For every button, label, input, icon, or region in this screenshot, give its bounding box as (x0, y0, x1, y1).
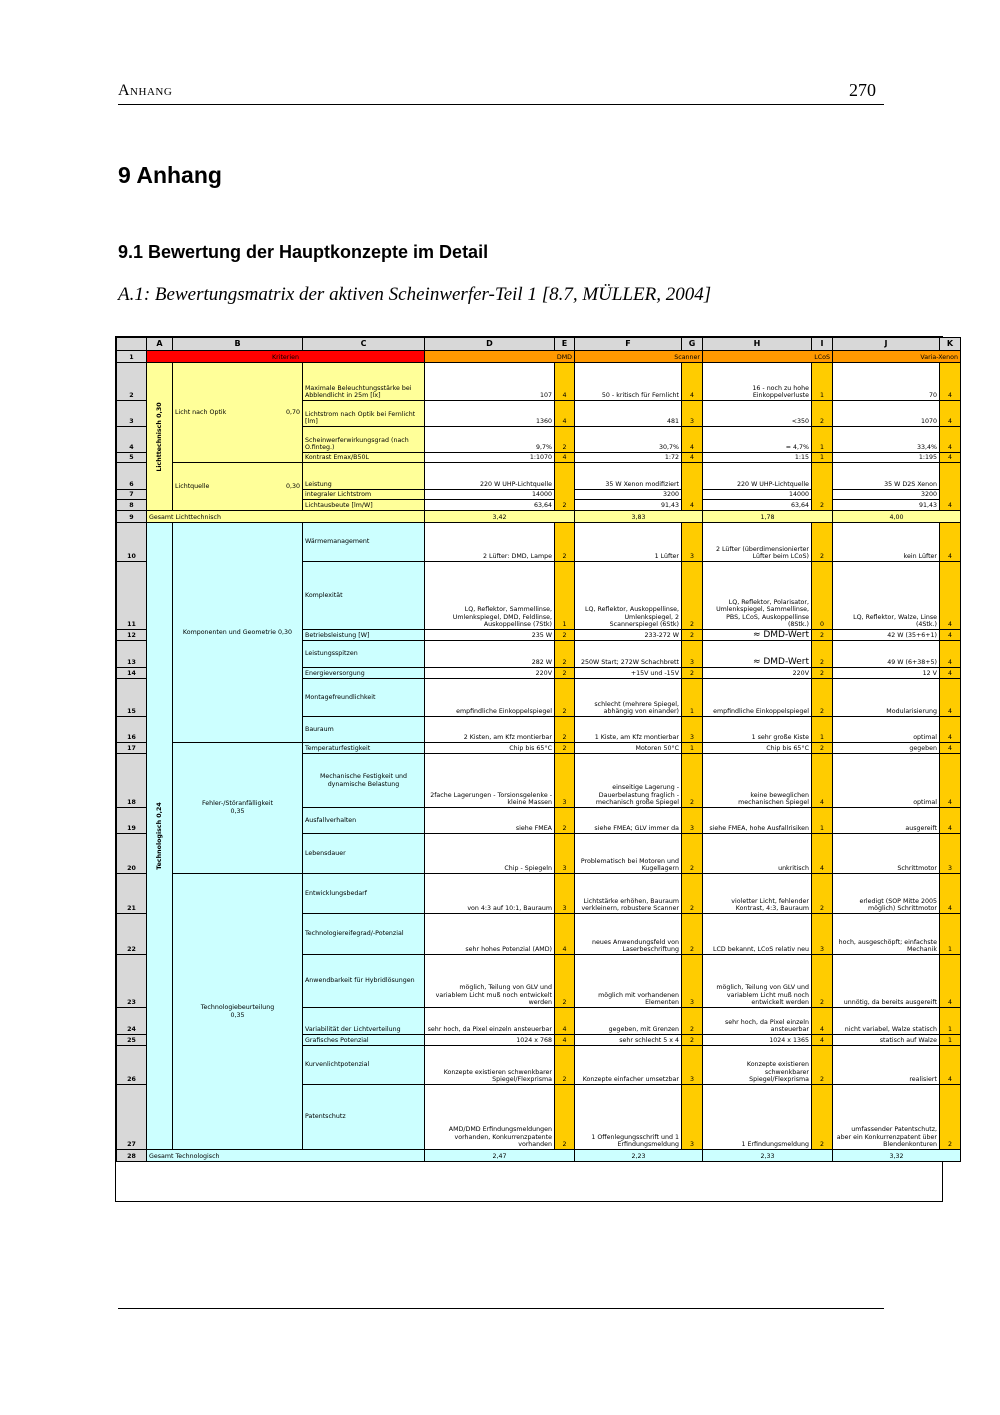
cell: siehe FMEA, hohe Ausfallrisiken (703, 808, 812, 834)
cell: unnötig, da bereits ausgereift (833, 955, 940, 1008)
score: 1 (940, 914, 961, 955)
score: 4 (940, 463, 961, 511)
score: 2 (682, 1008, 703, 1035)
score: 2 (555, 641, 575, 668)
cell: kein Lüfter (833, 523, 940, 562)
row-number: 13 (117, 641, 147, 668)
cell: 233-272 W (575, 630, 682, 641)
subgroup-fehler: Fehler-/Störanfälligkeit 0,35 (173, 743, 303, 874)
score: 2 (555, 427, 575, 453)
score: 2 (812, 641, 833, 668)
cell: 107 (425, 363, 555, 401)
score: 4 (940, 754, 961, 808)
score: 2 (812, 1046, 833, 1085)
cell: einseitige Lagerung - Dauerbelastung fraglich - mechanisch große Spiegel (575, 754, 682, 808)
cell: sehr hohes Potenzial (AMD) (425, 914, 555, 955)
table-row (117, 363, 961, 401)
cell: empfindliche Einkoppelspiegel (425, 679, 555, 717)
score: 4 (940, 401, 961, 427)
criterion: Energieversorgung (303, 668, 425, 679)
lcos-header: LCoS (703, 351, 833, 363)
row-number: 26 (117, 1046, 147, 1085)
cell: LQ, Reflektor, Sammellinse, Umlenkspiegel, DMD, Feldlinse, Auskoppellinse (7Stk) (425, 562, 555, 630)
cell: 42 W (35+6+1) (833, 630, 940, 641)
cell: gegeben, mit Grenzen (575, 1008, 682, 1035)
cell: 2 Lüfter (überdimensionierter Lüfter beim LCoS) (703, 523, 812, 562)
cell: 14000 (425, 490, 555, 500)
score: 2 (812, 743, 833, 754)
score: 2 (682, 630, 703, 641)
cell: empfindliche Einkoppelspiegel (703, 679, 812, 717)
score: 2 (555, 630, 575, 641)
score: 2 (555, 743, 575, 754)
criteria-header: Kriterien (147, 351, 425, 363)
score: 4 (940, 1046, 961, 1085)
row-number: 21 (117, 874, 147, 914)
cell: optimal (833, 717, 940, 743)
total-label: Gesamt Technologisch (147, 1150, 425, 1162)
criterion: integraler Lichtstrom (303, 490, 425, 500)
table-row (117, 743, 961, 754)
score: 3 (555, 874, 575, 914)
score: 4 (940, 630, 961, 641)
row-number: 17 (117, 743, 147, 754)
score: 4 (940, 363, 961, 401)
score: 2 (812, 463, 833, 511)
cell: LQ, Reflektor, Auskoppellinse, Umlenkspiegel, 2 Scannerspiegel (6Stk) (575, 562, 682, 630)
criterion: Betriebsleistung [W] (303, 630, 425, 641)
footer-rule (118, 1308, 884, 1309)
cell: hoch, ausgeschöpft; einfachste Mechanik (833, 914, 940, 955)
score: 3 (682, 955, 703, 1008)
score: 1 (812, 808, 833, 834)
table-row (117, 523, 961, 562)
total-value: 4,00 (833, 511, 961, 523)
evaluation-matrix (115, 336, 958, 1202)
score: 2 (940, 1085, 961, 1150)
dmd-header: DMD (425, 351, 575, 363)
score: 3 (682, 717, 703, 743)
cell: neues Anwendungsfeld von Laserbeschriftung (575, 914, 682, 955)
cell: 1 Kiste, am Kfz montierbar (575, 717, 682, 743)
cell: 3200 (575, 490, 682, 500)
cell: 35 W D2S Xenon (833, 463, 940, 490)
col-letter: D (425, 338, 555, 351)
cell: Motoren 50°C (575, 743, 682, 754)
row-number: 8 (117, 500, 147, 511)
col-letter: B (173, 338, 303, 351)
score: 4 (940, 427, 961, 453)
cell: siehe FMEA (425, 808, 555, 834)
row-number: 5 (117, 453, 147, 463)
cell: 1 Offenlegungsschrift und 1 Erfindungsmeldung (575, 1085, 682, 1150)
cell: ≈ DMD-Wert (703, 630, 812, 641)
score: 3 (682, 1085, 703, 1150)
score: 3 (555, 754, 575, 808)
criterion: Anwendbarkeit für Hybridlösungen (303, 955, 425, 1008)
corner-cell (117, 338, 147, 351)
subgroup-licht-optik: Licht nach Optik 0,70 (173, 363, 303, 463)
cell: 1 Erfindungsmeldung (703, 1085, 812, 1150)
criterion: Variabilität der Lichtverteilung (303, 1008, 425, 1035)
score: 4 (555, 363, 575, 401)
criterion: Entwicklungsbedarf (303, 874, 425, 914)
chapter-heading: 9 Anhang (118, 162, 222, 188)
header-section: Anhang (118, 82, 173, 99)
score: 2 (555, 1046, 575, 1085)
cell: 481 (575, 401, 682, 427)
cell: Konzepte einfacher umsetzbar (575, 1046, 682, 1085)
matrix-table (116, 337, 961, 1162)
cell: 1:15 (703, 453, 812, 463)
total-value: 3,83 (575, 511, 703, 523)
score: 4 (555, 401, 575, 427)
cell: +15V und -15V (575, 668, 682, 679)
row-number: 20 (117, 834, 147, 874)
col-letter: C (303, 338, 425, 351)
col-letter: H (703, 338, 812, 351)
total-label: Gesamt Lichttechnisch (147, 511, 425, 523)
cell: möglich, Teilung von GLV und variablem Licht muß noch entwickelt werden (425, 955, 555, 1008)
cell: 33,4% (833, 427, 940, 453)
col-letter: I (812, 338, 833, 351)
score: 4 (940, 641, 961, 668)
section-heading: 9.1 Bewertung der Hauptkonzepte im Detail (118, 242, 489, 262)
row-number: 19 (117, 808, 147, 834)
criterion: Leistung (303, 463, 425, 490)
cell: 282 W (425, 641, 555, 668)
cell: 70 (833, 363, 940, 401)
cell: Chip bis 65°C (425, 743, 555, 754)
score: 3 (555, 834, 575, 874)
score: 1 (812, 427, 833, 453)
cell: sehr hoch, da Pixel einzeln ansteuerbar (425, 1008, 555, 1035)
cell: möglich mit vorhandenen Elementen (575, 955, 682, 1008)
criterion: Bauraum (303, 717, 425, 743)
score: 3 (682, 401, 703, 427)
score: 2 (555, 668, 575, 679)
score: 2 (682, 562, 703, 630)
row-number: 15 (117, 679, 147, 717)
score: 4 (555, 1035, 575, 1046)
cell: 220 W UHP-Lichtquelle (703, 463, 812, 490)
cell: statisch auf Walze (833, 1035, 940, 1046)
score: 2 (682, 874, 703, 914)
table-caption: A.1: Bewertungsmatrix der aktiven Scheinwerfer-Teil 1 [8.7, MÜLLER, 2004] (118, 284, 712, 305)
score: 4 (940, 955, 961, 1008)
cell: Konzepte existieren schwenkbarer Spiegel/Flexprisma (425, 1046, 555, 1085)
score: 2 (682, 914, 703, 955)
cell: unkritisch (703, 834, 812, 874)
row-number: 24 (117, 1008, 147, 1035)
score: 2 (812, 679, 833, 717)
cell: AMD/DMD Erfindungsmeldungen vorhanden, Konkurrenzpatente vorhanden (425, 1085, 555, 1150)
row-number: 6 (117, 463, 147, 490)
score: 4 (555, 1008, 575, 1035)
score: 2 (682, 754, 703, 808)
criterion: Scheinwerferwirkungsgrad (nach O.finteg.) (303, 427, 425, 453)
score: 1 (940, 1008, 961, 1035)
cell: Chip - Spiegeln (425, 834, 555, 874)
cell: 1:195 (833, 453, 940, 463)
score: 2 (555, 523, 575, 562)
table-row (117, 874, 961, 914)
group-technologisch: Technologisch 0,24 (147, 523, 173, 1150)
cell: 2 Kisten, am Kfz montierbar (425, 717, 555, 743)
criterion: Lichtausbeute [lm/W] (303, 500, 425, 511)
column-header-row (117, 338, 961, 351)
criterion: Technologiereifegrad/-Potenzial (303, 914, 425, 955)
cell: 1 Lüfter (575, 523, 682, 562)
score: 4 (940, 668, 961, 679)
cell: ≈ DMD-Wert (703, 641, 812, 668)
score: 3 (940, 834, 961, 874)
score: 3 (682, 1046, 703, 1085)
score: 4 (940, 523, 961, 562)
score: 4 (682, 363, 703, 401)
cell: optimal (833, 754, 940, 808)
subgroup-lichtquelle: Lichtquelle 0,30 (173, 463, 303, 511)
score: 2 (812, 1085, 833, 1150)
cell: = 4,7% (703, 427, 812, 453)
row-number: 27 (117, 1085, 147, 1150)
table-row (117, 1150, 961, 1162)
score: 4 (555, 453, 575, 463)
score: 0 (812, 562, 833, 630)
score: 1 (682, 743, 703, 754)
varia-header: Varia-Xenon (833, 351, 961, 363)
criterion: Wärmemanagement (303, 523, 425, 562)
score: 2 (812, 401, 833, 427)
score: 3 (682, 523, 703, 562)
score: 1 (682, 679, 703, 717)
score: 2 (682, 834, 703, 874)
score: 4 (812, 1008, 833, 1035)
cell: 2fache Lagerungen - Torsionsgelenke - kleine Massen (425, 754, 555, 808)
score: 2 (812, 630, 833, 641)
cell: sehr schlecht 5 x 4 (575, 1035, 682, 1046)
row-number: 10 (117, 523, 147, 562)
cell: 63,64 (425, 500, 555, 511)
col-letter: G (682, 338, 703, 351)
total-value: 2,23 (575, 1150, 703, 1162)
score: 2 (555, 808, 575, 834)
cell: nicht variabel, Walze statisch (833, 1008, 940, 1035)
total-value: 3,32 (833, 1150, 961, 1162)
col-letter: F (575, 338, 682, 351)
row-number: 4 (117, 427, 147, 453)
score: 2 (812, 668, 833, 679)
cell: 50 - kritisch für Fernlicht (575, 363, 682, 401)
cell: LQ, Reflektor, Walze, Linse (4Stk.) (833, 562, 940, 630)
score: 4 (940, 808, 961, 834)
col-letter: J (833, 338, 940, 351)
cell: siehe FMEA; GLV immer da (575, 808, 682, 834)
score: 2 (812, 874, 833, 914)
score: 3 (682, 808, 703, 834)
score: 1 (812, 717, 833, 743)
cell: 250W Start; 272W Schachbrett (575, 641, 682, 668)
criterion: Kontrast Emax/B50L (303, 453, 425, 463)
cell: schlecht (mehrere Spiegel, abhängig von einander) (575, 679, 682, 717)
row-number: 1 (117, 351, 147, 363)
cell: Schrittmotor (833, 834, 940, 874)
score: 2 (555, 1085, 575, 1150)
cell: 63,64 (703, 500, 812, 511)
cell: umfassender Patentschutz, aber ein Konkurrenzpatent über Blendenkonturen (833, 1085, 940, 1150)
row-number: 23 (117, 955, 147, 1008)
cell: Problematisch bei Motoren und Kugellagern (575, 834, 682, 874)
cell: violetter Licht, fehlender Kontrast, 4:3, Bauraum (703, 874, 812, 914)
score: 3 (812, 914, 833, 955)
cell: 1070 (833, 401, 940, 427)
cell: von 4:3 auf 10:1, Bauraum (425, 874, 555, 914)
cell: sehr hoch, da Pixel einzeln ansteuerbar (703, 1008, 812, 1035)
score: 4 (812, 754, 833, 808)
criterion: Leistungsspitzen (303, 641, 425, 668)
score: 2 (812, 955, 833, 1008)
score: 2 (555, 955, 575, 1008)
cell: 1024 x 768 (425, 1035, 555, 1046)
criterion: Patentschutz (303, 1085, 425, 1150)
cell: 35 W Xenon modifiziert (575, 463, 682, 490)
score: 1 (812, 363, 833, 401)
score: 4 (555, 914, 575, 955)
cell: keine beweglichen mechanischen Spiegel (703, 754, 812, 808)
criterion: Grafisches Potenzial (303, 1035, 425, 1046)
score: 2 (812, 523, 833, 562)
criterion: Temperaturfestigkeit (303, 743, 425, 754)
score: 2 (555, 717, 575, 743)
criterion: Komplexität (303, 562, 425, 630)
criterion: Montagefreundlichkeit (303, 679, 425, 717)
row-number: 12 (117, 630, 147, 641)
cell: realisiert (833, 1046, 940, 1085)
score: 3 (682, 641, 703, 668)
cell: 30,7% (575, 427, 682, 453)
score: 4 (940, 874, 961, 914)
cell: 220V (703, 668, 812, 679)
score: 4 (812, 1035, 833, 1046)
criterion: Mechanische Festigkeit und dynamische Belastung (303, 754, 425, 808)
cell: 1:1070 (425, 453, 555, 463)
col-letter: K (940, 338, 961, 351)
row-number: 28 (117, 1150, 147, 1162)
criterion: Ausfallverhalten (303, 808, 425, 834)
criterion: Lebensdauer (303, 834, 425, 874)
score: 2 (555, 679, 575, 717)
cell: ausgereift (833, 808, 940, 834)
row-number: 14 (117, 668, 147, 679)
row-number: 18 (117, 754, 147, 808)
cell: 16 - noch zu hohe Einkoppelverluste (703, 363, 812, 401)
cell: Konzepte existieren schwenkbarer Spiegel/Flexprisma (703, 1046, 812, 1085)
subgroup-technologie: Technologiebeurteilung 0,35 (173, 874, 303, 1150)
running-header (118, 80, 884, 105)
cell: gegeben (833, 743, 940, 754)
criterion: Kurvenlichtpotenzial (303, 1046, 425, 1085)
group-lichttechnisch: Lichttechnisch 0,30 (147, 363, 173, 511)
cell: 1 sehr große Kiste (703, 717, 812, 743)
cell: Lichtstärke erhöhen, Bauraum verkleinern, robustere Scanner (575, 874, 682, 914)
cell: 235 W (425, 630, 555, 641)
table-row (117, 511, 961, 523)
cell: LCD bekannt, LCoS relativ neu (703, 914, 812, 955)
cell: 220 W UHP-Lichtquelle (425, 463, 555, 490)
total-value: 2,47 (425, 1150, 575, 1162)
cell: Chip bis 65°C (703, 743, 812, 754)
score: 4 (940, 453, 961, 463)
cell: LQ, Reflektor, Polarisator, Umlenkspiegel, Sammellinse, PBS, LCoS, Auskoppellinse (8Stk.) (703, 562, 812, 630)
subgroup-komponenten: Komponenten und Geometrie 0,30 (173, 523, 303, 743)
scanner-header: Scanner (575, 351, 703, 363)
total-value: 1,78 (703, 511, 833, 523)
cell: 2 Lüfter: DMD, Lampe (425, 523, 555, 562)
cell: 91,43 (833, 500, 940, 511)
table-row (117, 463, 961, 490)
score: 4 (940, 562, 961, 630)
score: 4 (682, 453, 703, 463)
row-number: 9 (117, 511, 147, 523)
score: 2 (682, 1035, 703, 1046)
page-number: 270 (849, 80, 876, 100)
score: 1 (555, 562, 575, 630)
score: 1 (940, 1035, 961, 1046)
col-letter: E (555, 338, 575, 351)
criterion: Maximale Beleuchtungsstärke bei Abblendlicht in 25m [lx] (303, 363, 425, 401)
cell: 3200 (833, 490, 940, 500)
score: 4 (682, 463, 703, 511)
cell: erledigt (SOP Mitte 2005 möglich) Schrittmotor (833, 874, 940, 914)
row-number: 11 (117, 562, 147, 630)
row-number: 22 (117, 914, 147, 955)
total-value: 2,33 (703, 1150, 833, 1162)
score: 4 (940, 743, 961, 754)
row-number: 25 (117, 1035, 147, 1046)
score: 4 (940, 679, 961, 717)
row-number: 3 (117, 401, 147, 427)
cell: Modularisierung (833, 679, 940, 717)
row-number: 16 (117, 717, 147, 743)
total-value: 3,42 (425, 511, 575, 523)
col-letter: A (147, 338, 173, 351)
row-number: 7 (117, 490, 147, 500)
cell: 12 V (833, 668, 940, 679)
cell: 49 W (6+38+5) (833, 641, 940, 668)
cell: 14000 (703, 490, 812, 500)
score: 1 (812, 453, 833, 463)
cell: 1024 x 1365 (703, 1035, 812, 1046)
table-row (117, 351, 961, 363)
row-number: 2 (117, 363, 147, 401)
score: 4 (682, 427, 703, 453)
score: 4 (940, 717, 961, 743)
cell: 1:72 (575, 453, 682, 463)
score: 4 (812, 834, 833, 874)
criterion: Lichtstrom nach Optik bei Fernlicht [lm] (303, 401, 425, 427)
score: 2 (682, 668, 703, 679)
cell: 220V (425, 668, 555, 679)
cell: <350 (703, 401, 812, 427)
cell: 9,7% (425, 427, 555, 453)
cell: 91,43 (575, 500, 682, 511)
cell: 1360 (425, 401, 555, 427)
cell: möglich, Teilung von GLV und variablem Licht muß noch entwickelt werden (703, 955, 812, 1008)
score: 2 (555, 463, 575, 511)
